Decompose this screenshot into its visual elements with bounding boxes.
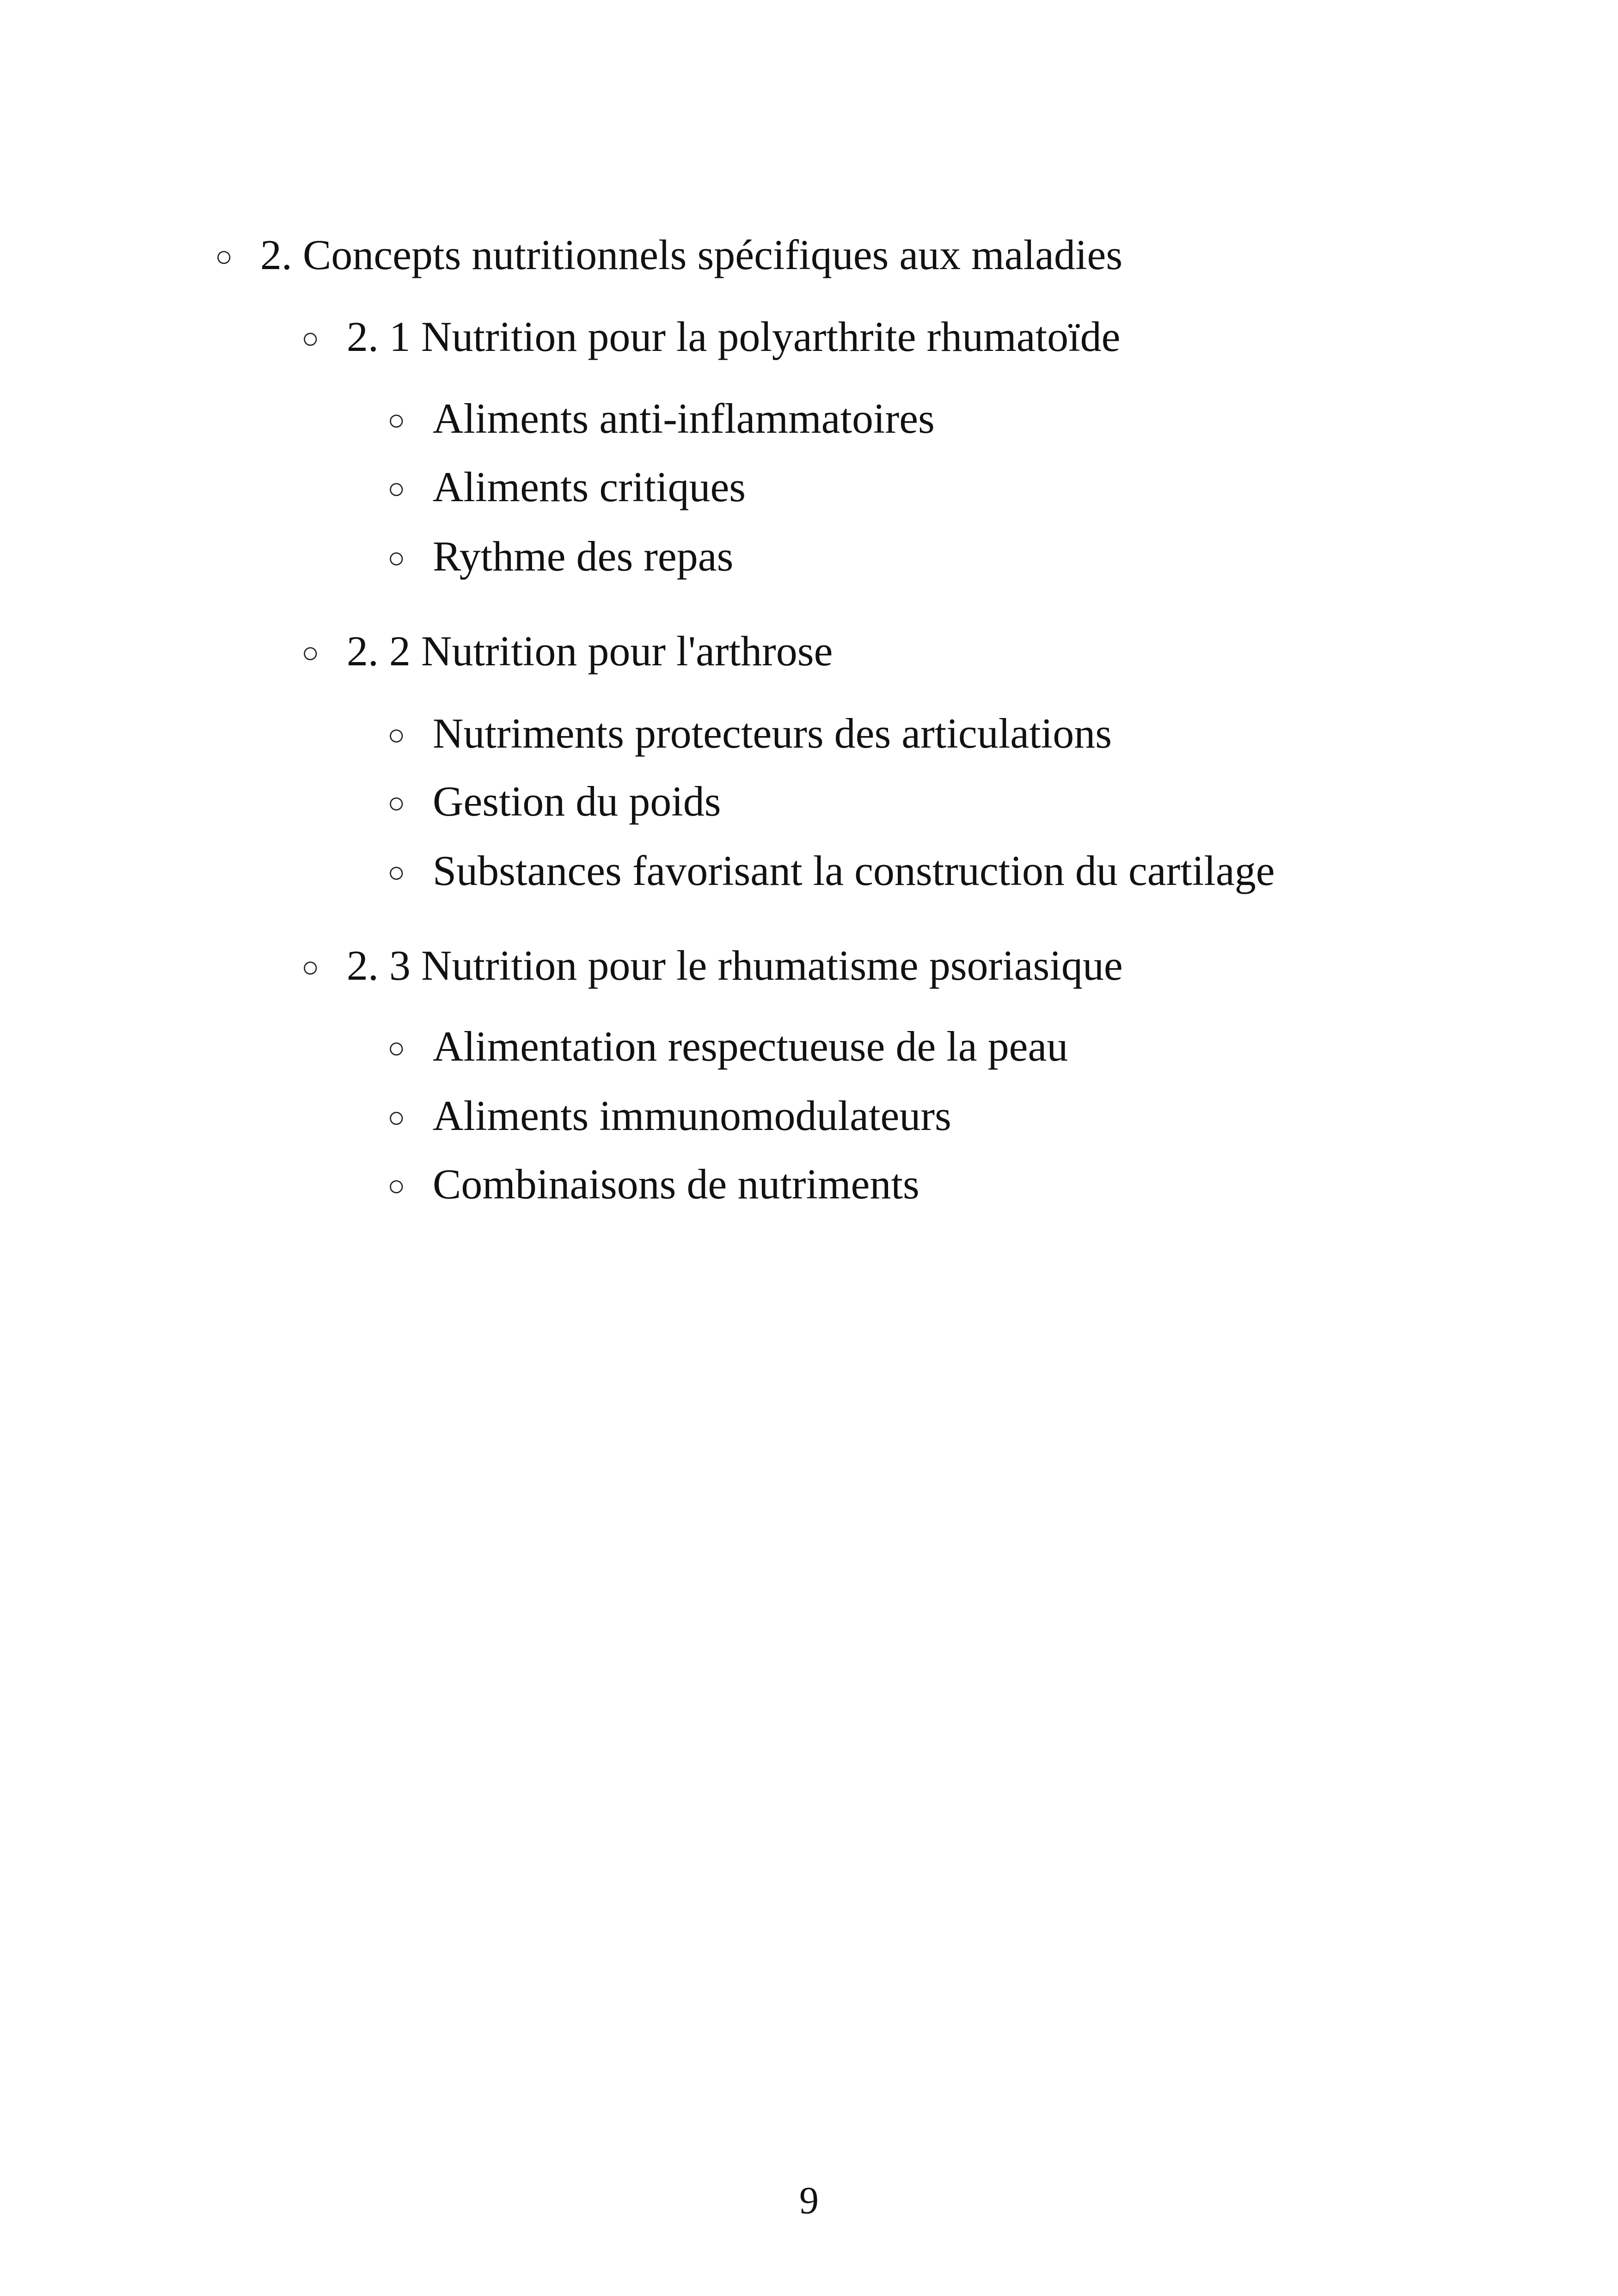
toc-item <box>387 463 746 510</box>
toc-item-label: Aliments anti-inflammatoires <box>433 395 935 442</box>
toc-item <box>387 397 935 440</box>
bullet-icon: ○ <box>301 636 319 669</box>
toc-item <box>387 1160 919 1208</box>
bullet-icon: ○ <box>301 951 319 983</box>
bullet-icon: ○ <box>387 472 405 505</box>
toc-item <box>387 1094 951 1137</box>
toc-item-label: Alimentation respectueuse de la peau <box>433 1023 1068 1070</box>
bullet-icon: ○ <box>301 322 319 355</box>
toc-item <box>387 780 721 823</box>
toc-item-label: Aliments critiques <box>433 463 746 510</box>
toc-item <box>387 533 734 580</box>
toc-subsection-label: 2. 2 Nutrition pour l'arthrose <box>347 627 833 675</box>
toc-item <box>387 849 1275 892</box>
toc-item-label: Combinaisons de nutriments <box>433 1160 919 1208</box>
toc-item-label: Substances favorisant la construction du cartilage <box>433 847 1275 894</box>
toc-subsection-label: 2. 3 Nutrition pour le rhumatisme psoriasique <box>347 942 1123 989</box>
toc-subsection <box>301 315 1121 358</box>
bullet-icon: ○ <box>387 541 405 574</box>
toc-item-label: Rythme des repas <box>433 533 734 580</box>
toc-item-label: Aliments immunomodulateurs <box>433 1092 951 1139</box>
toc-item-label: Nutriments protecteurs des articulations <box>433 710 1112 757</box>
bullet-icon: ○ <box>387 1031 405 1064</box>
toc-subsection <box>301 627 833 675</box>
bullet-icon: ○ <box>387 1101 405 1134</box>
bullet-icon: ○ <box>387 718 405 751</box>
toc-item-label: Gestion du poids <box>433 778 721 825</box>
toc-subsection <box>301 944 1123 987</box>
toc-item <box>387 712 1112 755</box>
bullet-icon: ○ <box>387 856 405 889</box>
bullet-icon: ○ <box>387 404 405 436</box>
toc-section <box>215 233 1122 276</box>
toc-item <box>387 1025 1068 1068</box>
bullet-icon: ○ <box>387 786 405 819</box>
page-number: 9 <box>799 2179 819 2222</box>
bullet-icon: ○ <box>387 1169 405 1202</box>
bullet-icon: ○ <box>215 240 233 273</box>
toc-subsection-label: 2. 1 Nutrition pour la polyarthrite rhumatoïde <box>347 313 1121 360</box>
toc-section-label: 2. Concepts nutritionnels spécifiques aux maladies <box>260 231 1123 278</box>
